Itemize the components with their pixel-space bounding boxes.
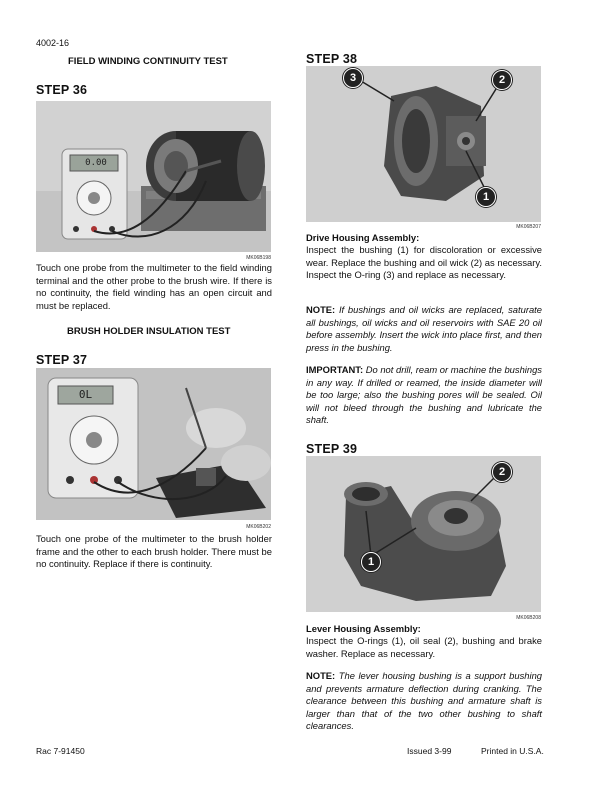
step-38-title: STEP 38 <box>306 52 358 66</box>
note-text: The lever housing bushing is a support bushing and prevents armature deflection during cranking. The clearance between this bushing and armature shaft is larger than that of the two other bushing to shaft clearances. <box>306 670 542 732</box>
lever-housing-note <box>306 670 542 733</box>
step-36-text: Touch one probe from the multimeter to the field winding terminal and the other probe to the brush wire. If there is no continuity, the field winding has an open circuit and must be replaced. <box>36 262 272 311</box>
note-label: NOTE: <box>306 670 336 681</box>
step-39-photo <box>306 456 541 612</box>
multimeter-display: 0.00 <box>85 158 107 168</box>
callout-2: 2 <box>492 462 512 482</box>
step-37-photo <box>36 368 271 520</box>
multimeter-display: 0L <box>78 388 93 401</box>
drive-housing-note <box>306 304 542 354</box>
step-36-photo <box>36 101 271 252</box>
callout-1: 1 <box>361 552 381 572</box>
step-39-title: STEP 39 <box>306 442 358 456</box>
page-number: 4002-16 <box>36 38 70 48</box>
step-38-caption: MK06B207 <box>516 224 541 230</box>
step-37-caption: MK06B202 <box>246 524 271 530</box>
step-37-text: Touch one probe of the multimeter to the brush holder frame and the other to each brush holder. There must be no continuity. Replace if there is continuity. <box>36 533 272 570</box>
lever-housing-subheading: Lever Housing Assembly: <box>306 623 421 634</box>
callout-1: 1 <box>476 187 496 207</box>
important-note <box>306 364 542 427</box>
section-title-brush-holder: BRUSH HOLDER INSULATION TEST <box>67 326 231 337</box>
important-text: Do not drill, ream or machine the bushings in any way. If drilled or reamed, the inside diameter will be too large; also the bushing pores will be sealed. Oil will not bleed through the bushing and lubricate the shaft. <box>306 364 542 426</box>
callout-3: 3 <box>343 68 363 88</box>
note-label: NOTE: <box>306 304 336 315</box>
important-label: IMPORTANT: <box>306 364 364 375</box>
drive-housing-subheading: Drive Housing Assembly: <box>306 232 420 243</box>
step-36-title: STEP 36 <box>36 83 88 97</box>
note-text: If bushings and oil wicks are replaced, saturate all bushings, oil wicks and oil reservoirs with SAE 20 oil before assembly. Insert the wick into place first, and then press in the bushing. <box>306 304 542 353</box>
step-39-caption: MK06B208 <box>516 615 541 621</box>
section-title-field-winding: FIELD WINDING CONTINUITY TEST <box>68 56 228 67</box>
callout-2: 2 <box>492 70 512 90</box>
lever-housing-text: Inspect the O-rings (1), oil seal (2), bushing and brake washer. Replace as necessary. <box>306 635 542 659</box>
step-38-photo <box>306 66 541 222</box>
footer-document-number: Rac 7-91450 <box>36 746 85 756</box>
footer-printed: Printed in U.S.A. <box>481 746 544 756</box>
step-36-caption: MK06B198 <box>246 255 271 261</box>
drive-housing-text: Inspect the bushing (1) for discoloration or excessive wear. Replace the bushing and oil wick (2) as necessary. Inspect the O-ring (3) and replace as necessary. <box>306 244 542 281</box>
footer-issued: Issued 3-99 <box>407 746 452 756</box>
step-37-title: STEP 37 <box>36 353 88 367</box>
